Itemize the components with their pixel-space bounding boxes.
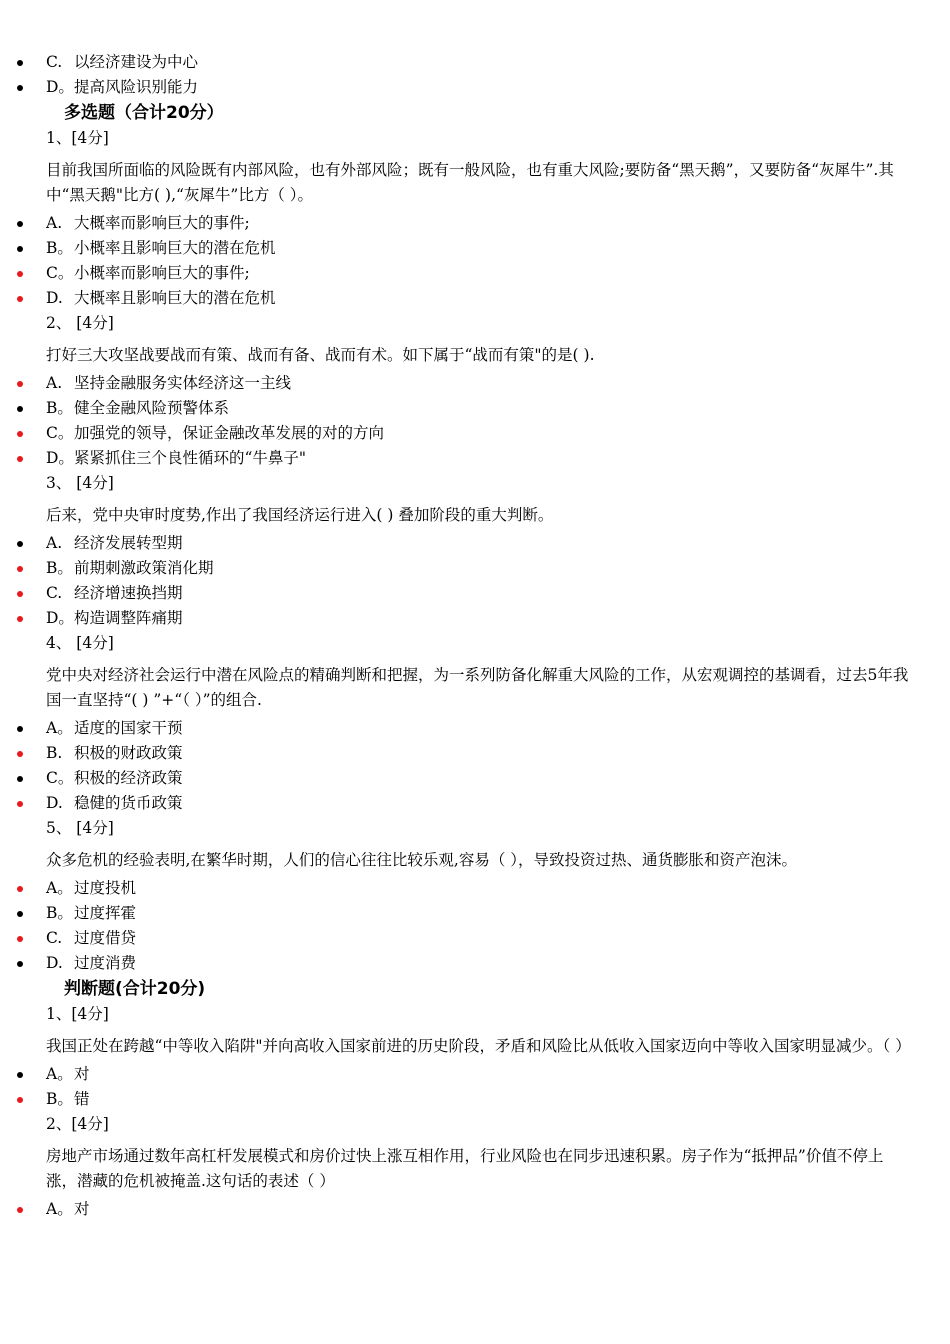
- option-item[interactable]: [0, 901, 950, 926]
- option-item[interactable]: [0, 261, 950, 286]
- option-label: D.: [46, 794, 63, 812]
- bullet-dot-icon: [17, 1097, 23, 1103]
- option-label: C.: [46, 929, 63, 947]
- option-label: A.: [46, 214, 63, 232]
- bullet-dot-icon: [17, 1072, 23, 1078]
- option-text: 适度的国家干预: [74, 719, 183, 737]
- option-item[interactable]: [0, 741, 950, 766]
- option-item[interactable]: [0, 556, 950, 581]
- option-text: 大概率且影响巨大的潜在危机: [74, 289, 276, 307]
- option-item[interactable]: [0, 211, 950, 236]
- option-item[interactable]: [0, 876, 950, 901]
- option-item[interactable]: [0, 951, 950, 976]
- option-text: 对: [74, 1065, 90, 1083]
- option-text: 积极的经济政策: [74, 769, 183, 787]
- question-block: [0, 1002, 950, 1112]
- leading-options: [0, 50, 950, 100]
- bullet-dot-icon: [17, 726, 23, 732]
- option-label: B。: [46, 904, 73, 922]
- option-label: C。: [46, 769, 74, 787]
- option-item[interactable]: [0, 716, 950, 741]
- option-item[interactable]: [0, 1087, 950, 1112]
- option-label: B。: [46, 559, 73, 577]
- option-text: 过度借贷: [74, 929, 137, 947]
- option-label: C。: [46, 264, 74, 282]
- option-text: 积极的财政政策: [74, 744, 183, 762]
- judge-questions: [0, 1002, 950, 1222]
- question-stem: 目前我国所面临的风险既有内部风险，也有外部风险；既有一般风险，也有重大风险;要防备“黑天鹅”，又要防备“灰犀牛”.其中“黑天鹅"比方( ),“灰犀牛”比方（ ）。: [46, 161, 894, 204]
- bullet-dot-icon: [17, 271, 23, 277]
- bullet-dot-icon: [17, 541, 23, 547]
- option-item[interactable]: [0, 396, 950, 421]
- option-item[interactable]: [0, 926, 950, 951]
- option-label: B。: [46, 1090, 73, 1108]
- option-text: 健全金融风险预警体系: [74, 399, 230, 417]
- option-label: D。: [46, 449, 74, 467]
- option-label: D.: [46, 954, 63, 972]
- option-label: A。: [46, 1065, 73, 1083]
- option-item[interactable]: [0, 371, 950, 396]
- bullet-dot-icon: [17, 296, 23, 302]
- bullet-dot-icon: [17, 751, 23, 757]
- bullet-dot-icon: [17, 911, 23, 917]
- option-item[interactable]: [0, 1197, 950, 1222]
- option-label: A。: [46, 719, 73, 737]
- multi-choice-section-title: 多选题（合计20分）: [64, 103, 224, 123]
- option-label: C.: [46, 53, 63, 71]
- document-page: [0, 50, 950, 1222]
- bullet-dot-icon: [17, 85, 23, 91]
- question-block: [0, 471, 950, 631]
- option-label: A.: [46, 374, 63, 392]
- question-block: [0, 126, 950, 311]
- option-label: D。: [46, 78, 74, 96]
- option-label: C。: [46, 424, 74, 442]
- option-text: 加强党的领导，保证金融改革发展的对的方向: [74, 424, 385, 442]
- question-stem: 房地产市场通过数年高杠杆发展模式和房价过快上涨互相作用，行业风险也在同步迅速积累。房子作为“抵押品”价值不停上涨，潜藏的危机被掩盖.这句话的表述（ ）: [46, 1147, 884, 1190]
- multi-choice-questions: [0, 126, 950, 976]
- option-label: C.: [46, 584, 63, 602]
- bullet-dot-icon: [17, 431, 23, 437]
- question-block: [0, 1112, 950, 1222]
- judge-section-title: 判断题(合计20分): [64, 979, 206, 999]
- question-stem: 党中央对经济社会运行中潜在风险点的精确判断和把握，为一系列防备化解重大风险的工作，从宏观调控的基调看，过去5年我国一直坚持“( ) ”+“（ ）”的组合.: [46, 666, 909, 709]
- option-text: 大概率而影响巨大的事件;: [74, 214, 250, 232]
- option-item[interactable]: [0, 1062, 950, 1087]
- question-block: [0, 311, 950, 471]
- option-item[interactable]: [0, 446, 950, 471]
- option-item[interactable]: [0, 531, 950, 556]
- question-number: 5、 [4分]: [46, 819, 114, 837]
- option-text: 紧紧抓住三个良性循环的“牛鼻子": [74, 449, 307, 467]
- option-item[interactable]: [0, 236, 950, 261]
- option-label: B。: [46, 399, 73, 417]
- bullet-dot-icon: [17, 801, 23, 807]
- option-item[interactable]: [0, 581, 950, 606]
- option-item[interactable]: [0, 75, 950, 100]
- option-text: 小概率且影响巨大的潜在危机: [74, 239, 276, 257]
- question-number: 2、[4分]: [46, 1115, 109, 1133]
- option-text: 稳健的货币政策: [74, 794, 183, 812]
- bullet-dot-icon: [17, 221, 23, 227]
- option-text: 前期刺激政策消化期: [74, 559, 214, 577]
- option-text: 过度消费: [74, 954, 137, 972]
- option-label: B.: [46, 744, 63, 762]
- option-text: 对: [74, 1200, 90, 1218]
- option-label: A.: [46, 534, 63, 552]
- option-label: D.: [46, 289, 63, 307]
- option-label: D。: [46, 609, 74, 627]
- option-item[interactable]: [0, 791, 950, 816]
- question-block: [0, 816, 950, 976]
- bullet-dot-icon: [17, 776, 23, 782]
- option-text: 小概率而影响巨大的事件;: [74, 264, 250, 282]
- bullet-dot-icon: [17, 566, 23, 572]
- bullet-dot-icon: [17, 406, 23, 412]
- option-text: 坚持金融服务实体经济这一主线: [74, 374, 292, 392]
- bullet-dot-icon: [17, 1207, 23, 1213]
- bullet-dot-icon: [17, 591, 23, 597]
- bullet-dot-icon: [17, 381, 23, 387]
- bullet-dot-icon: [17, 246, 23, 252]
- bullet-dot-icon: [17, 961, 23, 967]
- option-text: 提高风险识别能力: [74, 78, 199, 96]
- question-number: 1、[4分]: [46, 129, 109, 147]
- question-stem: 我国正处在跨越“中等收入陷阱"并向高收入国家前进的历史阶段，矛盾和风险比从低收入国家迈向中等收入国家明显减少。（ ）: [46, 1037, 911, 1055]
- option-item[interactable]: [0, 286, 950, 311]
- option-item[interactable]: [0, 50, 950, 75]
- option-label: A。: [46, 879, 73, 897]
- bullet-dot-icon: [17, 616, 23, 622]
- question-stem: 打好三大攻坚战要战而有策、战而有备、战而有术。如下属于“战而有策"的是( ).: [46, 346, 595, 364]
- bullet-dot-icon: [17, 456, 23, 462]
- option-item[interactable]: [0, 421, 950, 446]
- bullet-dot-icon: [17, 936, 23, 942]
- question-stem: 众多危机的经验表明,在繁华时期，人们的信心往往比较乐观,容易（ ），导致投资过热、通货膨胀和资产泡沫。: [46, 851, 798, 869]
- option-text: 经济增速换挡期: [74, 584, 183, 602]
- option-label: B。: [46, 239, 73, 257]
- question-block: [0, 631, 950, 816]
- option-item[interactable]: [0, 766, 950, 791]
- bullet-dot-icon: [17, 886, 23, 892]
- option-label: A。: [46, 1200, 73, 1218]
- option-text: 以经济建设为中心: [74, 53, 199, 71]
- question-number: 3、 [4分]: [46, 474, 114, 492]
- question-stem: 后来，党中央审时度势,作出了我国经济运行进入( ) 叠加阶段的重大判断。: [46, 506, 554, 524]
- option-text: 错: [74, 1090, 90, 1108]
- bullet-dot-icon: [17, 60, 23, 66]
- option-text: 过度挥霍: [74, 904, 137, 922]
- option-text: 经济发展转型期: [74, 534, 183, 552]
- question-number: 2、 [4分]: [46, 314, 114, 332]
- option-item[interactable]: [0, 606, 950, 631]
- option-text: 构造调整阵痛期: [74, 609, 183, 627]
- option-text: 过度投机: [74, 879, 137, 897]
- question-number: 4、 [4分]: [46, 634, 114, 652]
- question-number: 1、[4分]: [46, 1005, 109, 1023]
